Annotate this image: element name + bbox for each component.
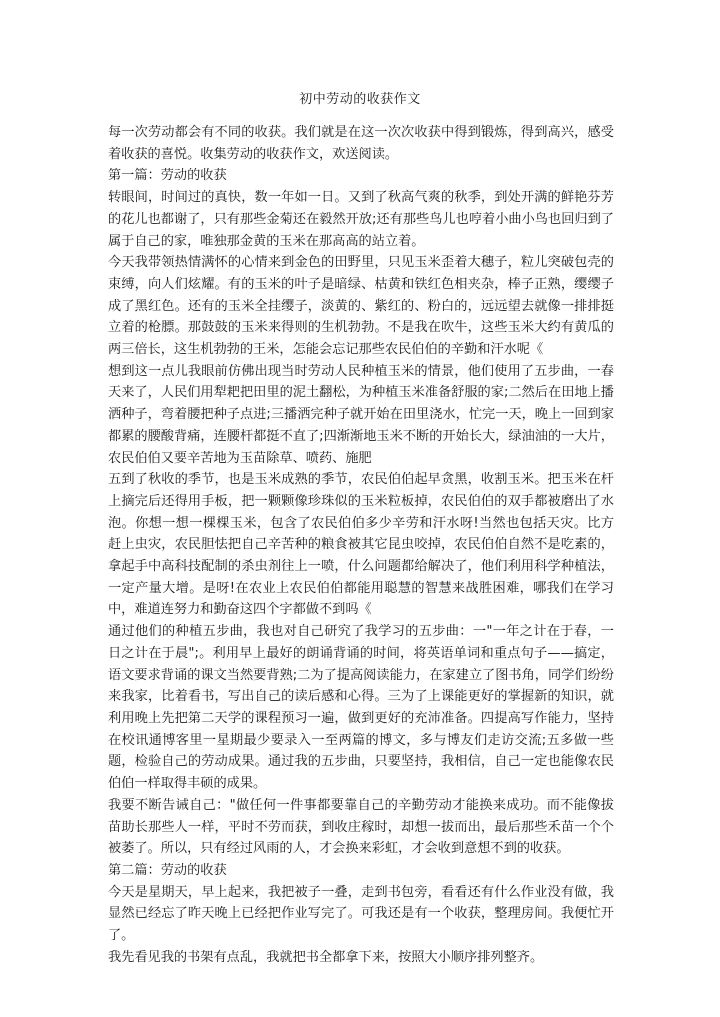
section-heading: 第二篇：劳动的收获 (108, 862, 227, 878)
body-paragraph: 我先看见我的书架有点乱，我就把书全都拿下来，按照大小顺序排列整齐。 (108, 949, 544, 965)
document-title: 初中劳动的收获作文 (299, 92, 421, 107)
intro-paragraph: 每一次劳动都会有不同的收获。我们就是在这一次次收获中得到锻炼，得到高兴，感受着收获的喜悦。收集劳动的收获作文，欢送阅读。 (108, 125, 614, 162)
body-paragraph: 今天是星期天，早上起来，我把被子一叠，走到书包旁，看看还有什么作业没有做，我显然已经忘了昨天晚上已经把作业写完了。可我还是有一个收获，整理房间。我便忙开了。 (108, 884, 614, 944)
body-paragraph: 想到这一点儿我眼前仿佛出现当时劳动人民种植玉米的情景，他们使用了五步曲，一春天来了，人民们用犁耙把田里的泥土翻松，为种植玉米准备舒服的家;二然后在田地上播洒种子，弯着腰把种子点进;三播洒完种子就开始在田里浇水，忙完一天，晚上一回到家都累的腰酸背痛，连腰杆都挺不直了;四渐渐地玉米不断的开始长大，绿油油的一大片，农民伯伯又要辛苦地为玉苗除草、喷药、施肥 (108, 363, 614, 466)
body-paragraph: 今天我带领热情满怀的心情来到金色的田野里，只见玉米歪着大穗子，粒儿突破包壳的束缚，向人们炫耀。有的玉米的叶子是暗绿、枯黄和铁红色相夹杂，棒子正熟，缨缨子成了黑红色。还有的玉米全挂缨子，淡黄的、紫红的、粉白的，远远望去就像一排排挺立着的枪膘。那鼓鼓的玉米来得则的生机勃勃。不是我在吹牛，这些玉米大约有黄瓜的两三倍长，这生机勃勃的王米，怎能会忘记那些农民伯伯的辛勤和汗水呢《 (108, 255, 614, 358)
body-paragraph: 通过他们的种植五步曲，我也对自己研究了我学习的五步曲：一"一年之计在于春，一日之计在于晨";。利用早上最好的朗诵背诵的时间，将英语单词和重点句子——搞定，语文要求背诵的课文当然要背熟;二为了提高阅读能力，在家建立了图书角，同学们纷纷来我家，比着看书，写出自己的读后感和心得。三为了上课能更好的掌握新的知识，就利用晚上先把第二天学的课程预习一遍，做到更好的充沛准备。四提高写作能力，坚持在校讯通博客里一星期最少要录入一至两篇的博文，多与博友们走访交流;五多做一些题，检验自己的劳动成果。通过我的五步曲，只要坚持，我相信，自己一定也能像农民伯伯一样取得丰硕的成果。 (108, 624, 614, 792)
body-paragraph: 五到了秋收的季节，也是玉米成熟的季节，农民伯伯起早贪黑，收割玉米。把玉米在杆上摘完后还得用手板，把一颗颗像珍珠似的玉米粒板掉，农民伯伯的双手都被磨出了水泡。你想一想一棵棵玉米，包含了农民伯伯多少辛劳和汗水呀!当然也包括天灾。比方赶上虫灾，农民胆怯把自己辛苦种的粮食被其它昆虫咬掉，农民伯伯自然不是吃素的，拿起手中高科技配制的杀虫剂往上一喷，什么问题都给解决了，他们利用科学种植法，一定产量大增。是呀!在农业上农民伯伯都能用聪慧的智慧来战胜困难，哪我们在学习中，难道连努力和勤奋这四个字都做不到吗《 (108, 472, 614, 618)
document-body (108, 122, 614, 968)
body-paragraph: 我要不断告诫自己："做任何一件事都要靠自己的辛勤劳动才能换来成功。而不能像拔苗助长那些人一样，平时不劳而获，到收庄稼时，却想一拔而出，最后那些禾苗一个个被萎了。所以，只有经过风雨的人，才会换来彩虹，才会收到意想不到的收获。 (108, 797, 614, 857)
section-heading: 第一篇：劳动的收获 (108, 168, 227, 184)
body-paragraph: 转眼间，时间过的真快，数一年如一日。又到了秋高气爽的秋季，到处开满的鲜艳芬芳的花儿也都谢了，只有那些金菊还在毅然开放;还有那些鸟儿也哼着小曲小鸟也回归到了属于自己的家，唯独那金黄的玉米在那高高的站立着。 (108, 190, 614, 249)
